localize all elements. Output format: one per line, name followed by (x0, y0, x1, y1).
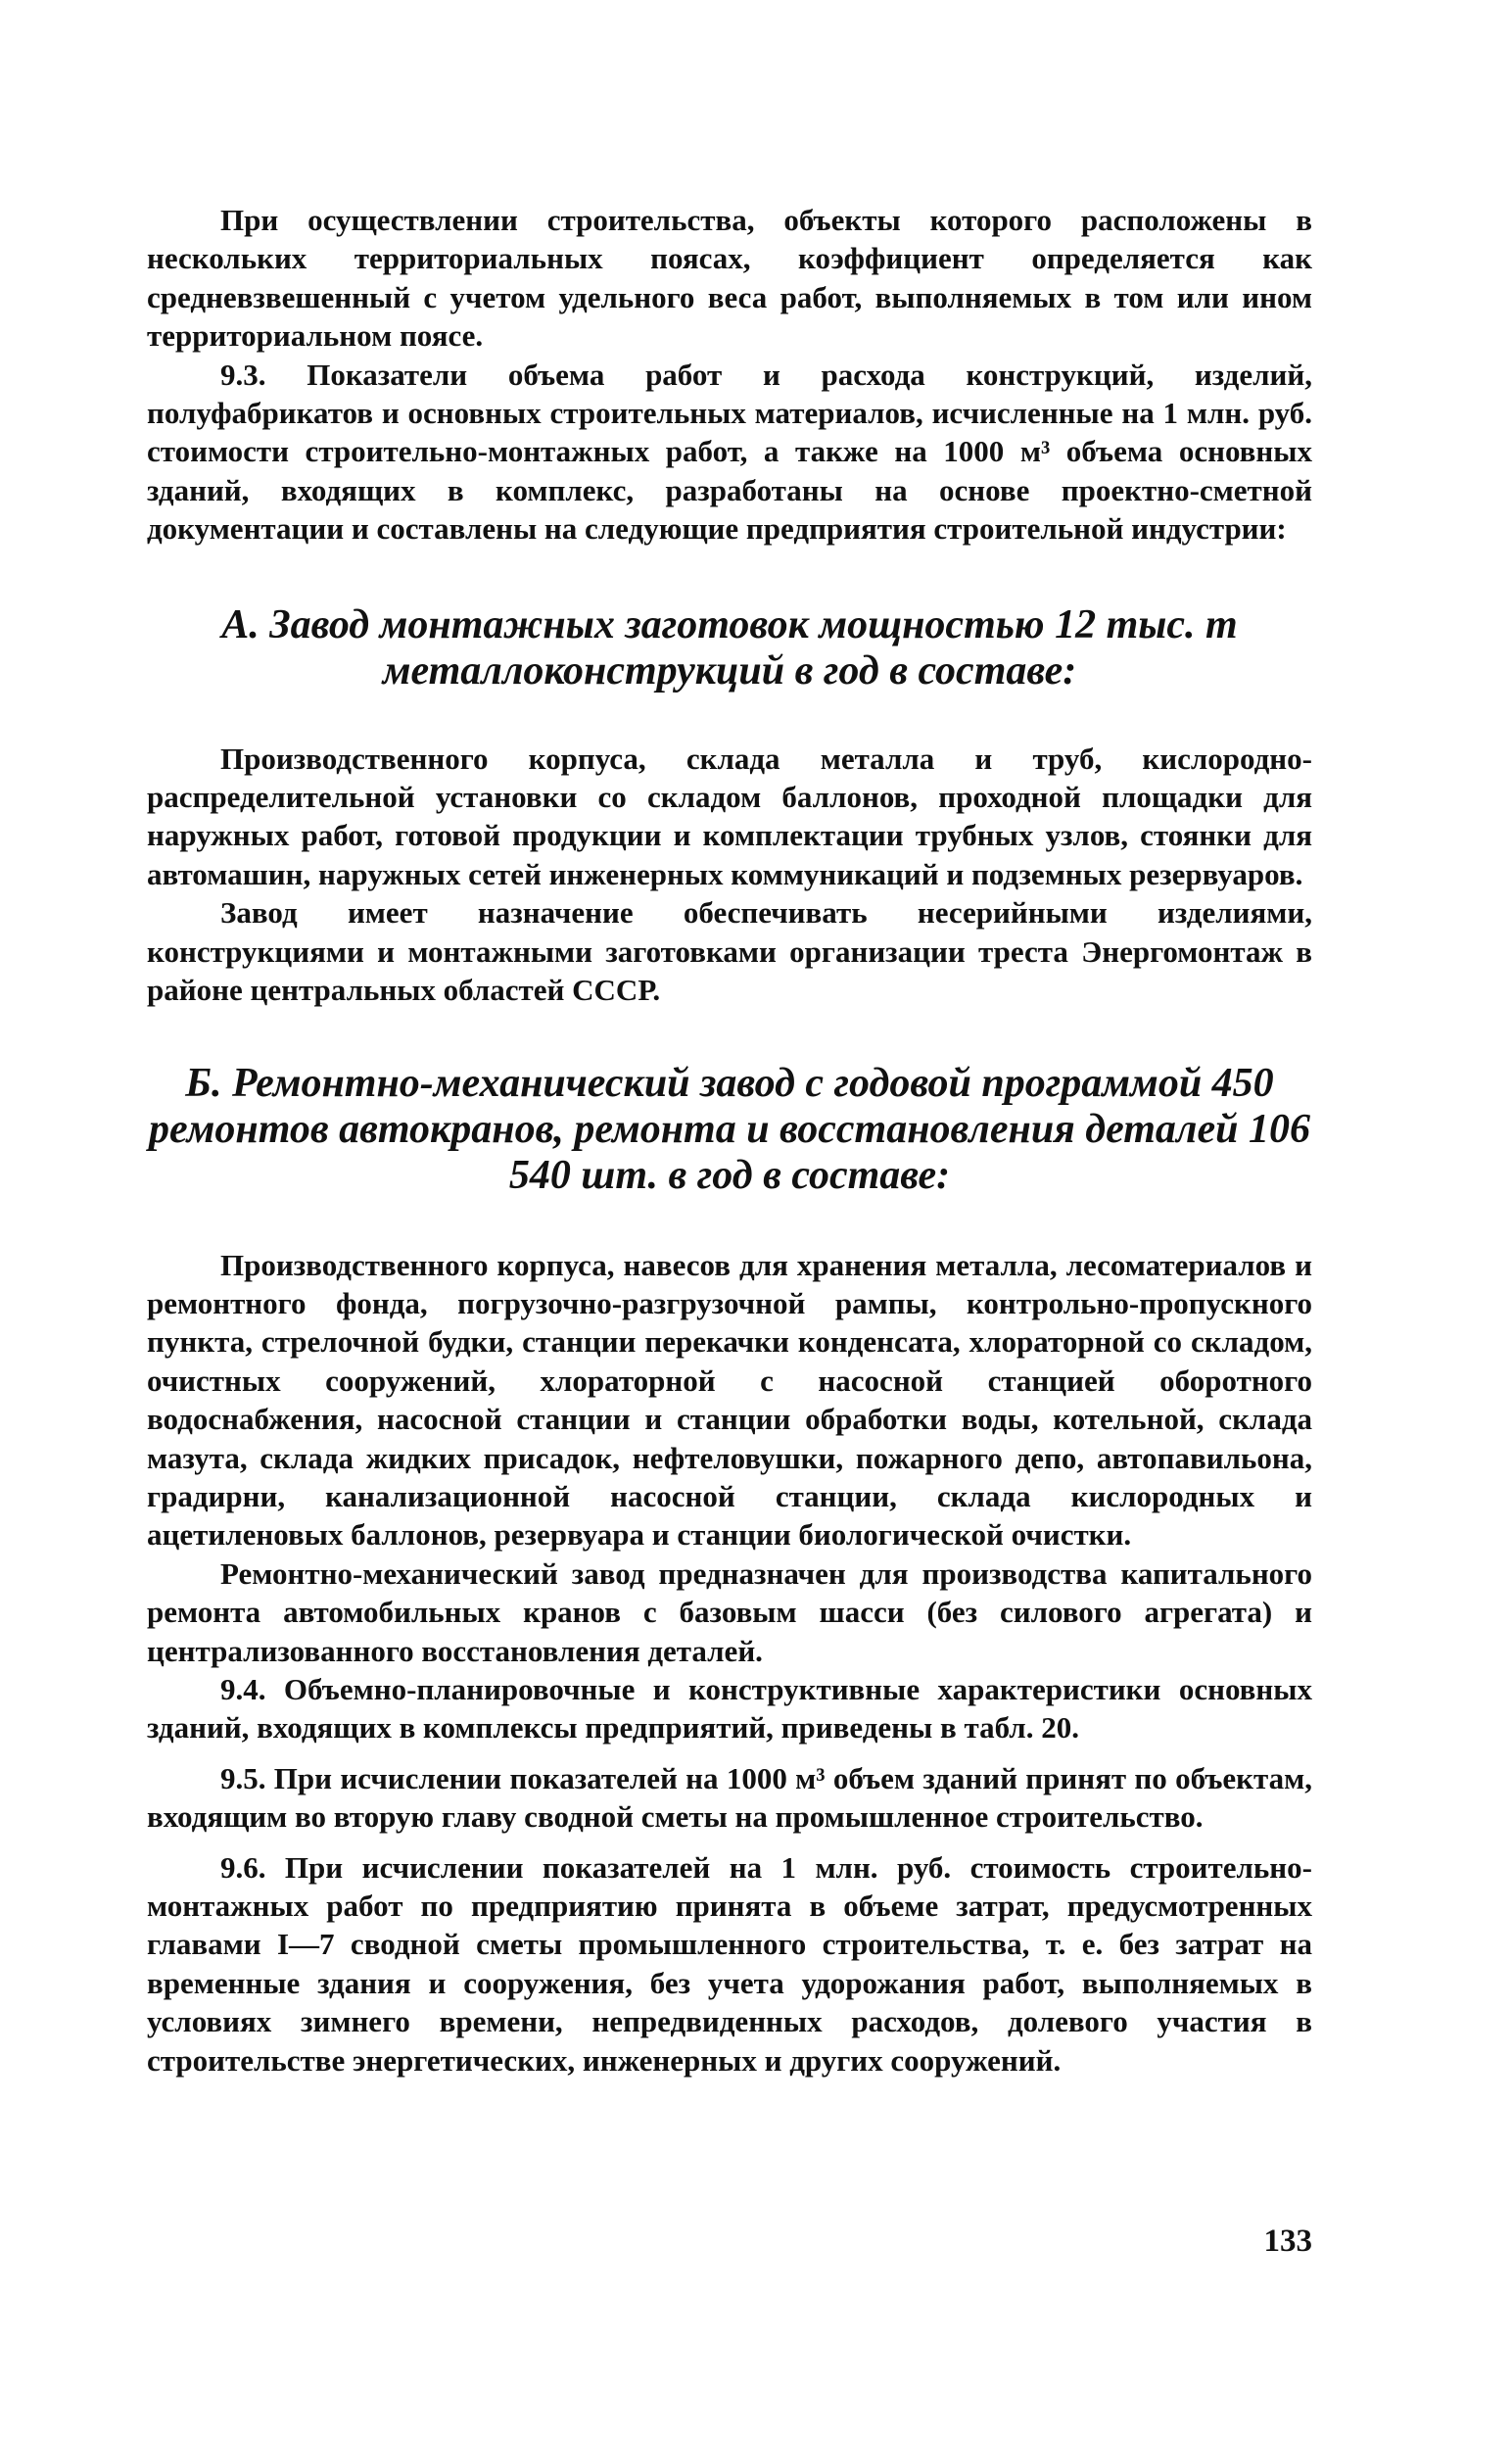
page-body (147, 201, 1312, 2080)
section-b-composition: Производственного корпуса, навесов для хранения металла, лесоматериалов и ремонтного фонда, погрузочно-разгрузочной рампы, контрольно-пропускного пункта, стрелочной будки, станции перекачки конденсата, хлораторной со складом, очистных сооружений, хлораторной с насосной станцией оборотного водоснабжения, насосной станции и станции обработки воды, котельной, склада мазута, склада жидких присадок, нефтеловушки, пожарного депо, автопавильона, градирни, канализационной насосной станции, склада кислородных и ацетиленовых баллонов, резервуара и станции биологической очистки. (147, 1247, 1312, 1553)
page-number: 133 (1263, 2224, 1312, 2259)
paragraph-9-4: 9.4. Объемно-планировочные и конструктивные характеристики основных зданий, входящих в комплексы предприятий, приведены в табл. 20. (147, 1671, 1312, 1746)
section-a-heading: А. Завод монтажных заготовок мощностью 12 тыс. т металлоконструкций в год в составе: (221, 601, 1238, 693)
paragraph-9-6: 9.6. При исчислении показателей на 1 млн. руб. стоимость строительно-монтажных работ по предприятию принята в объеме затрат, предусмотренных главами I—7 сводной сметы промышленного строительства, т. е. без затрат на временные здания и сооружения, без учета удорожания работ, выполняемых в условиях зимнего времени, непредвиденных расходов, долевого участия в строительстве энергетических, инженерных и других сооружений. (147, 1849, 1312, 2078)
paragraph-9-3: 9.3. Показатели объема работ и расхода конструкций, изделий, полуфабрикатов и основных строительных материалов, исчисленные на 1 млн. руб. стоимости строительно-монтажных работ, а также на 1000 м³ объема основных зданий, входящих в комплекс, разработаны на основе проектно-сметной документации и составлены на следующие предприятия строительной индустрии: (147, 357, 1312, 547)
section-b-purpose: Ремонтно-механический завод предназначен для производства капитального ремонта автомобильных кранов с базовым шасси (без силового агрегата) и централизованного восстановления деталей. (147, 1555, 1312, 1668)
section-b-heading: Б. Ремонтно-механический завод с годовой программой 450 ремонтов автокранов, ремонта и восстановления деталей 106 540 шт. в год в составе: (149, 1060, 1310, 1198)
section-a-composition: Производственного корпуса, склада металла и труб, кислородно-распределительной установки со складом баллонов, проходной площадки для наружных работ, готовой продукции и комплектации трубных узлов, стоянки для автомашин, наружных сетей инженерных коммуникаций и подземных резервуаров. (147, 741, 1312, 891)
paragraph-territorial-zones: При осуществлении строительства, объекты которого расположены в нескольких территориальных поясах, коэффициент определяется как средневзвешенный с учетом удельного веса работ, выполняемых в том или ином территориальном поясе. (147, 203, 1312, 354)
section-a-purpose: Завод имеет назначение обеспечивать несерийными изделиями, конструкциями и монтажными заготовками организации треста Энергомонтаж в районе центральных областей СССР. (147, 895, 1312, 1008)
paragraph-9-5: 9.5. При исчислении показателей на 1000 м³ объем зданий принят по объектам, входящим во вторую главу сводной сметы на промышленное строительство. (147, 1760, 1312, 1835)
